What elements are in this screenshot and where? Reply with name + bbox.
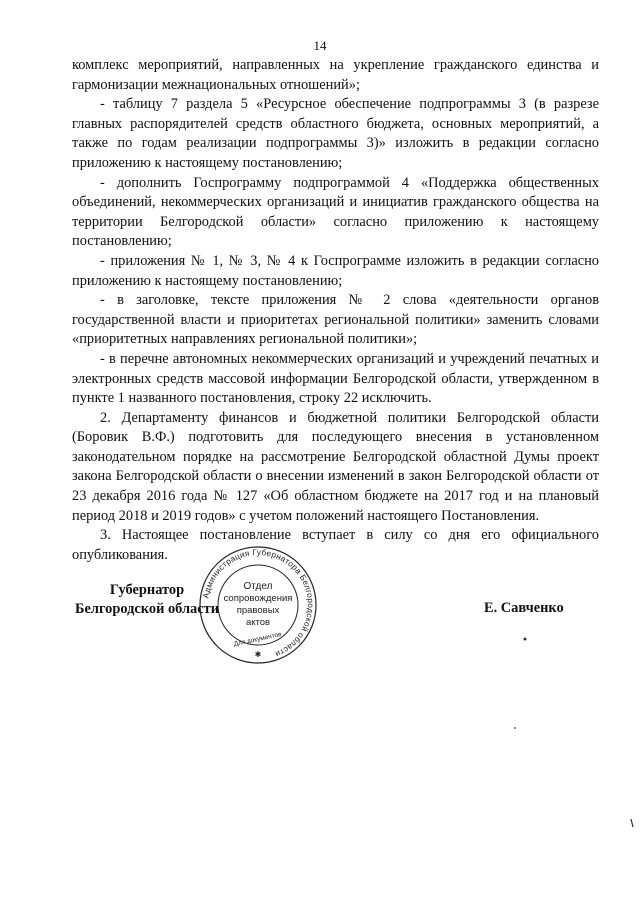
paragraph-8: 3. Настоящее постановление вступает в силу со дня его официального опубликования. [72,527,599,563]
paragraph-3: - дополнить Госпрограмму подпрограммой 4 «Поддержка общественных объединений, некоммерческих организаций и инициатив гражданского общества на территории Белгородской области» согласно приложению к настоящему постановлению; [72,174,599,250]
paragraph-6: - в перечне автономных некоммерческих организаций и учреждений печатных и электронных средств массовой информации Белгородской области, утвержденном в пункте 1 названного постановления, строку 22 исключить. [72,350,599,407]
scan-speck-3 [629,818,635,828]
paragraph-1: комплекс мероприятий, направленных на укрепление гражданского единства и гармонизации межнациональных отношений»; [72,57,599,93]
scan-speck-1 [522,636,528,642]
scan-speck-2 [513,726,517,730]
signature-title-line-2: Белгородской области [74,601,220,617]
paragraph-4: - приложения № 1, № 3, № 4 к Госпрограмме изложить в редакции согласно приложению к настоящему постановлению; [72,252,599,289]
stamp-outer-text-path: Администрация Губернатора Белгородской области [201,547,316,659]
stamp-star: ✱ [254,650,262,659]
signature-name: Е. Савченко [484,600,564,616]
official-stamp [198,545,318,665]
stamp-inner-line-3: правовых [236,605,280,616]
stamp-inner-line-2: сопровождения [223,593,293,604]
paragraph-7: 2. Департаменту финансов и бюджетной политики Белгородской области (Боровик В.Ф.) подготовить для последующего внесения в установленном законодательном порядке на рассмотрение Белгородской областной Думы проект закона Белгородской области о внесении изменений в закон Белгородской области от 23 декабря 2016 года № 127 «Об областном бюджете на 2017 год и на плановый период 2018 и 2019 годов» с учетом положений настоящего Постановления. [72,409,599,524]
stamp-inner-line-4: актов [245,617,271,628]
page-number: 14 [313,38,327,53]
paragraph-2: - таблицу 7 раздела 5 «Ресурсное обеспечение подпрограммы 3 (в разрезе главных распорядителей средств областного бюджета, основных мероприятий, а также по годам реализации подпрограммы 3)» изложить в редакции согласно приложению к настоящему постановлению; [72,96,599,171]
paragraph-5: - в заголовке, тексте приложения № 2 слова «деятельности органов государственной власти и приоритетах региональной политики» заменить словами «приоритетных направлениях региональной политики»; [72,292,599,348]
stamp-bottom-text: Для документов [233,631,283,649]
document-body [72,56,599,565]
signature-title-line-1: Губернатор [109,582,185,598]
stamp-inner-line-1: Отдел [243,581,273,592]
